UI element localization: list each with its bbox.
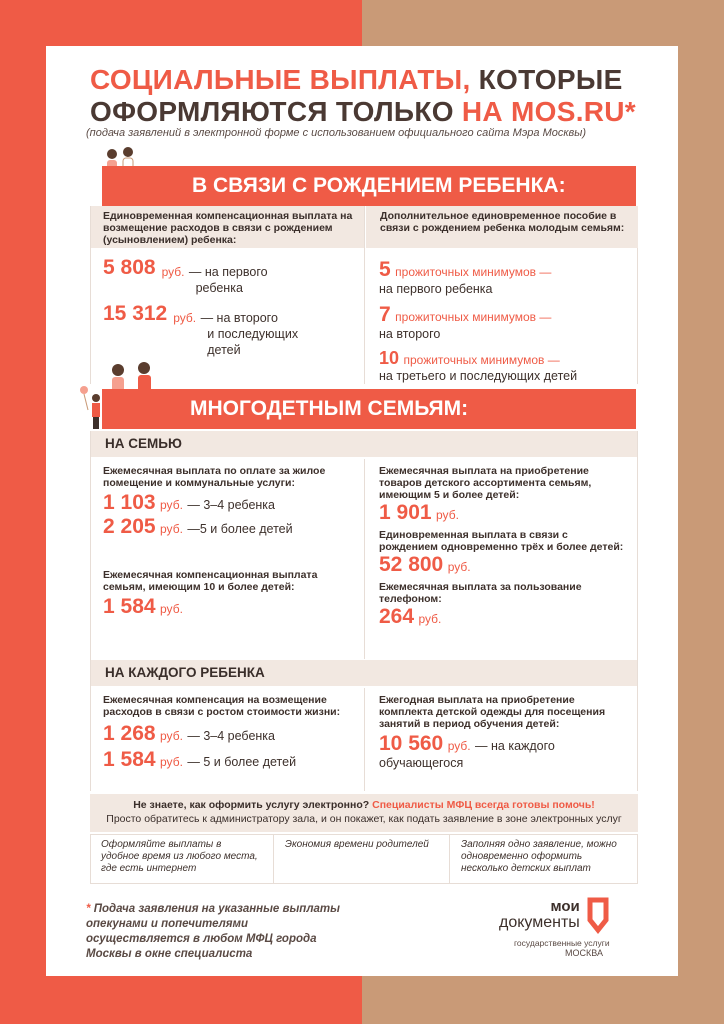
amount-text: — 3–4 ребенка xyxy=(187,729,275,743)
child-right xyxy=(379,694,631,771)
amount-value: 7 xyxy=(379,303,391,326)
amount-unit: руб. xyxy=(173,311,197,325)
footnote-text: Подача заявления на указанные выплаты опекунами и попечителями осуществляется в любом МФЦ города Москвы в окне специалиста xyxy=(86,903,340,960)
amount-value: 264 xyxy=(379,605,415,628)
logo-line4: МОСКВА xyxy=(565,948,603,958)
birth-right-rows xyxy=(379,258,634,384)
logo-line3: государственные услуги xyxy=(514,938,610,948)
amount-text2: ребенка xyxy=(195,281,243,295)
mfc-help-box xyxy=(90,794,638,832)
amount-value: 1 268 xyxy=(103,722,156,745)
amount-text: на третьего и последующих детей xyxy=(379,369,578,383)
amount-unit: руб. xyxy=(436,508,459,522)
large-family-banner: МНОГОДЕТНЫМ СЕМЬЯМ: xyxy=(102,389,636,429)
family-left xyxy=(103,465,358,619)
payment-row xyxy=(379,501,629,525)
mfc-line2: Просто обратитесь к администратору зала, и он покажет, как подать заявление в зоне электронных услуг xyxy=(106,813,622,825)
footnote xyxy=(86,902,346,962)
amount-text2: и последующих xyxy=(207,327,299,341)
amount-text: на первого ребенка xyxy=(379,282,493,296)
birth-left-rows xyxy=(103,256,353,358)
logo-line2: документы xyxy=(499,914,580,931)
amount-text: — на первого xyxy=(188,265,268,279)
title-dark-2: ОФОРМЛЯЮТСЯ ТОЛЬКО xyxy=(90,96,454,127)
payment-row xyxy=(379,553,629,577)
payment-row xyxy=(379,732,631,771)
child-left xyxy=(103,694,358,772)
payment-row xyxy=(103,748,358,772)
amount-value: 5 xyxy=(379,258,391,281)
amount-text: — 3–4 ребенка xyxy=(187,498,275,512)
large-family-grid xyxy=(90,431,638,791)
family-right xyxy=(379,465,629,629)
payment-row xyxy=(103,595,358,619)
amount-unit: прожиточных минимумов — xyxy=(395,265,552,279)
birth-right-row xyxy=(379,348,634,384)
title-red-1: СОЦИАЛЬНЫЕ ВЫПЛАТЫ, xyxy=(90,64,471,95)
title-red-2: НА MOS.RU* xyxy=(461,96,637,127)
birth-left-row xyxy=(103,256,353,296)
amount-value: 10 560 xyxy=(379,732,444,755)
payment-row xyxy=(103,722,358,746)
amount-text3: детей xyxy=(207,343,241,357)
amount-value: 10 xyxy=(379,348,400,368)
payment-label: Ежемесячная компенсационная выплата семьям, имеющим 10 и более детей: xyxy=(103,569,318,593)
amount-unit: руб. xyxy=(160,522,183,536)
amount-value: 52 800 xyxy=(379,553,444,576)
tip-item: Заполняя одно заявление, можно одновременно оформить несколько детских выплат xyxy=(461,839,617,874)
amount-unit: руб. xyxy=(160,755,183,769)
payment-row xyxy=(379,605,629,629)
amount-text: —5 и более детей xyxy=(187,522,293,536)
amount-value: 1 584 xyxy=(103,748,156,771)
poster-card xyxy=(46,46,678,976)
section-family: НА СЕМЬЮ xyxy=(91,431,637,457)
payment-row xyxy=(103,491,358,515)
logo-mark-icon xyxy=(584,896,612,934)
payment-label: Единовременная выплата в связи с рождением одновременно трёх и более детей: xyxy=(379,529,624,553)
page-title xyxy=(90,64,636,128)
amount-text: — на второго xyxy=(200,311,278,325)
birth-banner: В СВЯЗИ С РОЖДЕНИЕМ РЕБЕНКА: xyxy=(102,166,636,206)
amount-text: на второго xyxy=(379,327,441,341)
amount-text2: обучающегося xyxy=(379,756,464,770)
amount-value: 1 103 xyxy=(103,491,156,514)
birth-right-row xyxy=(379,258,634,297)
amount-unit: руб. xyxy=(160,498,183,512)
payment-row xyxy=(103,515,358,539)
amount-unit: прожиточных минимумов — xyxy=(403,353,560,367)
amount-unit: руб. xyxy=(447,739,471,753)
tips-row xyxy=(90,834,638,884)
payment-label: Ежемесячная компенсация на возмещение расходов в связи с ростом стоимости жизни: xyxy=(103,694,341,718)
section-each-child: НА КАЖДОГО РЕБЕНКА xyxy=(91,660,637,686)
amount-value: 5 808 xyxy=(103,256,156,279)
amount-text: — 5 и более детей xyxy=(187,755,297,769)
amount-value: 1 901 xyxy=(379,501,432,524)
payment-label: Ежемесячная выплата по оплате за жилое помещение и коммунальные услуги: xyxy=(103,465,326,489)
amount-unit: прожиточных минимумов — xyxy=(395,310,552,324)
tip-item: Экономия времени родителей xyxy=(285,839,429,850)
birth-right-row xyxy=(379,303,634,342)
amount-unit: руб. xyxy=(447,560,471,574)
payment-label: Ежемесячная выплата на приобретение товаров детского ассортимента семьям, имеющим 5 и более детей: xyxy=(379,465,592,501)
footnote-star: * xyxy=(86,903,91,915)
mfc-answer: Специалисты МФЦ всегда готовы помочь! xyxy=(372,799,595,811)
amount-value: 15 312 xyxy=(103,302,168,325)
subtitle: (подача заявлений в электронной форме с использованием официального сайта Мэра Москвы) xyxy=(86,127,587,139)
tip-item: Оформляйте выплаты в удобное время из любого места, где есть интернет xyxy=(101,839,258,874)
birth-left-row xyxy=(103,302,353,358)
birth-left-header: Единовременная компенсационная выплата на возмещение расходов в связи с рождением (усыновлением) ребенка: xyxy=(91,206,364,248)
payment-label: Ежемесячная выплата за пользование телефоном: xyxy=(379,581,582,605)
mfc-question: Не знаете, как оформить услугу электронно? xyxy=(133,799,370,811)
amount-text: — на каждого xyxy=(475,739,555,753)
birth-right-header: Дополнительное единовременное пособие в связи с рождением ребенка молодым семьям: xyxy=(366,206,638,248)
amount-value: 1 584 xyxy=(103,595,156,618)
moi-dokumenty-logo xyxy=(499,896,612,958)
logo-line1: мои xyxy=(550,898,580,915)
amount-unit: руб. xyxy=(160,729,183,743)
birth-grid xyxy=(90,206,638,384)
payment-label: Ежегодная выплата на приобретение комплекта детской одежды для посещения занятий в период обучения детей: xyxy=(379,694,606,730)
amount-value: 2 205 xyxy=(103,515,156,538)
amount-unit: руб. xyxy=(161,265,185,279)
amount-unit: руб. xyxy=(418,612,442,626)
title-dark-1: КОТОРЫЕ xyxy=(478,64,623,95)
amount-unit: руб. xyxy=(160,602,183,616)
